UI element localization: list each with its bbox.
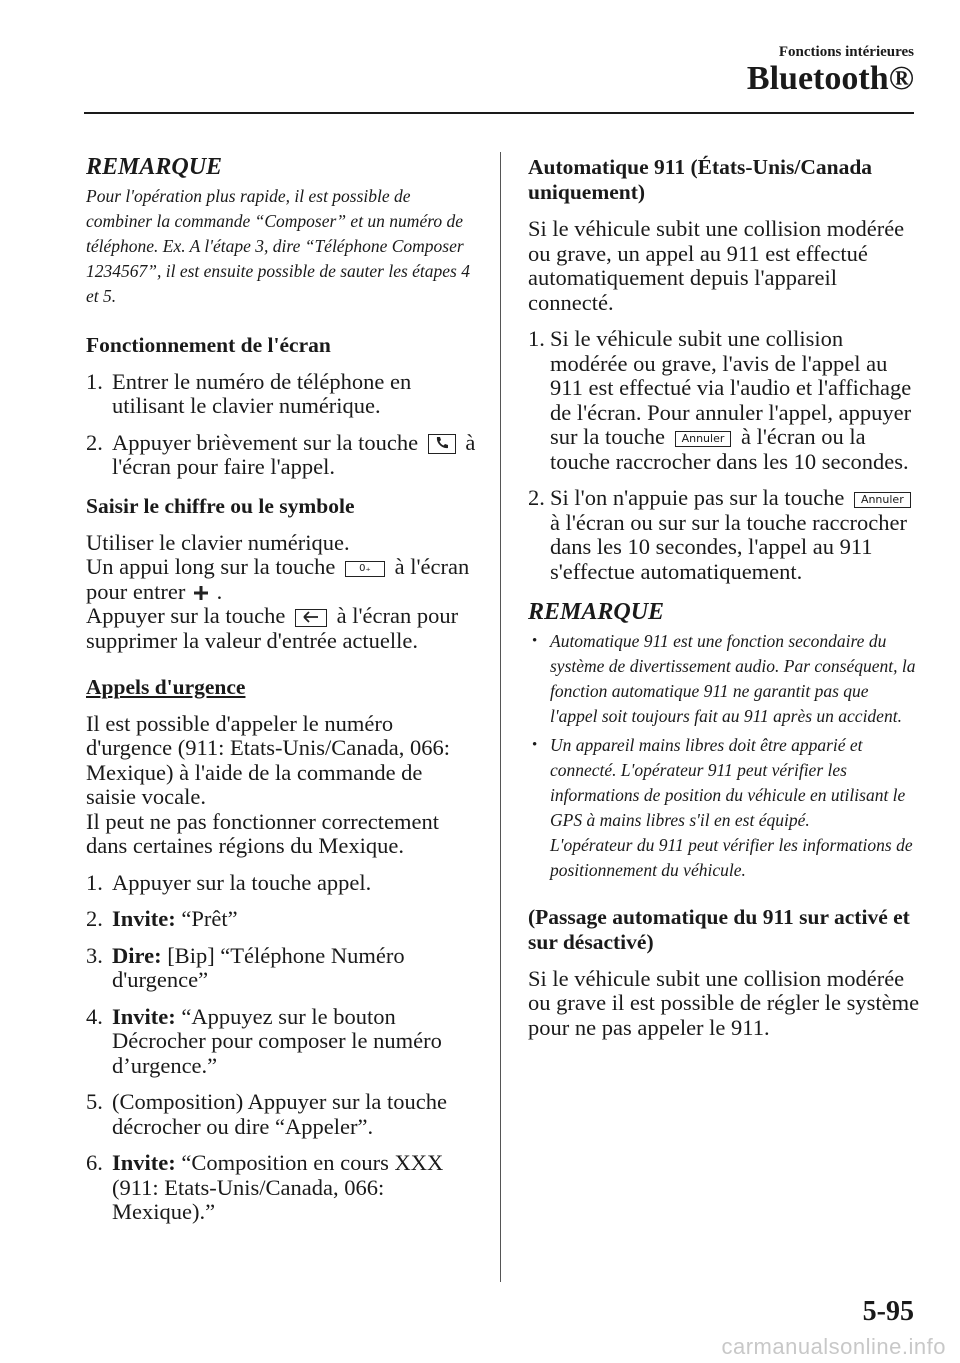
step-label: Dire:: [112, 942, 162, 968]
phone-icon: [434, 435, 450, 451]
section-heading-screen: Fonctionnement de l'écran: [86, 332, 331, 357]
list-item: [86, 1005, 478, 1079]
step-text: Si le véhicule subit une collision modérée ou grave, l'avis de l'appel au 911 est effectué via l'audio et l'affichage de l'écran. Pour annuler l'appel, appuyer sur la touche: [550, 326, 912, 449]
step-number: 5.: [86, 1089, 103, 1114]
cancel-key: Annuler: [854, 492, 911, 508]
list-item: [86, 944, 478, 993]
section-heading-auto911: Automatique 911 (États-Unis/Canada uniquement): [528, 155, 873, 204]
step-number: 4.: [86, 1003, 103, 1029]
bullet-text: Automatique 911 est une fonction secondaire du système de divertissement audio. Par conséquent, la fonction automatique 911 ne garantit pas que l'appel soit toujours fait au 911 après un accident.: [550, 630, 916, 726]
list-item: [86, 1090, 478, 1139]
text: Un appui long sur la touche: [86, 554, 336, 579]
emergency-paragraph-2: Il peut ne pas fonctionner correctement dans certaines régions du Mexique.: [86, 808, 439, 858]
bullet-extra-text: L'opérateur du 911 peut vérifier les informations de positionnement du véhicule.: [550, 834, 913, 880]
step-label: Invite:: [112, 1003, 176, 1029]
step-number: 2.: [86, 906, 103, 931]
bullet-icon: •: [532, 632, 538, 649]
column-divider: [500, 152, 501, 1282]
emergency-paragraph: Il est possible d'appeler le numéro d'urgence (911: Etats-Unis/Canada, 066: Mexique) à l'aide de la commande de saisie vocale.: [86, 710, 450, 809]
step-text: “Appuyez sur le bouton Décrocher pour composer le numéro d’urgence.”: [112, 1003, 442, 1078]
auto911-paragraph: Si le véhicule subit une collision modérée ou grave, un appel au 911 est effectué automatiquement depuis l'appareil connecté.: [528, 216, 905, 315]
enter-paragraph-2: [86, 555, 478, 604]
list-item: [528, 486, 920, 584]
pass-paragraph: Si le véhicule subit une collision modérée ou grave il est possible de régler le système pour ne pas appeler le 911.: [528, 965, 920, 1040]
list-item: [528, 327, 920, 474]
step-text: à l'écran ou la touche raccrocher dans les 10 secondes.: [550, 424, 909, 474]
list-item: [86, 871, 478, 896]
bullet-text: Un appareil mains libres doit être apparié et connecté. L'opérateur 911 peut vérifier les informations de position du véhicule en utilisant le GPS à mains libres s'il en est équipé.: [550, 734, 906, 830]
enter-paragraph-3: [86, 604, 478, 653]
backspace-icon: [300, 610, 322, 624]
backspace-key: [295, 609, 327, 627]
note-title: REMARQUE: [86, 154, 223, 180]
step-label: Invite:: [112, 906, 176, 931]
step-text: [Bip] “Téléphone Numéro d'urgence”: [112, 942, 405, 992]
step-text: “Prêt”: [181, 906, 238, 931]
note-body: Pour l'opération plus rapide, il est possible de combiner la commande “Composer” et un numéro de téléphone. Ex. A l'étape 3, dire “Téléphone Composer 1234567”, il est ensuite possible de sauter les étapes 4 et 5.: [86, 185, 470, 306]
list-item: [86, 907, 478, 932]
right-column: [528, 155, 920, 1052]
step-text: à l'écran ou sur sur la touche raccrocher dans les 10 secondes, l'appel au 911 s'effectue automatiquement.: [550, 509, 907, 584]
step-number: 2.: [528, 485, 545, 510]
enter-paragraph-1: Utiliser le clavier numérique.: [86, 529, 350, 555]
section-heading-emergency: Appels d'urgence: [86, 675, 246, 699]
text: à l'écran pour entrer: [86, 554, 470, 604]
list-item: [528, 733, 920, 883]
plus-icon: [193, 585, 209, 601]
call-key: [428, 434, 456, 454]
page-number: 5-95: [862, 1296, 914, 1327]
note-title: REMARQUE: [528, 599, 665, 625]
text: .: [216, 578, 223, 604]
text: à l'écran pour supprimer la valeur d'entrée actuelle.: [86, 603, 459, 653]
step-text: Appuyer brièvement sur la touche: [112, 429, 419, 455]
step-number: 6.: [86, 1150, 103, 1175]
step-label: Invite:: [112, 1150, 176, 1175]
list-item: [528, 629, 920, 729]
step-text: à l'écran pour faire l'appel.: [112, 429, 476, 479]
step-text: (Composition) Appuyer sur la touche décrocher ou dire “Appeler”.: [112, 1089, 447, 1139]
list-item: [86, 1151, 478, 1225]
step-number: 3.: [86, 942, 103, 968]
step-number: 1.: [528, 326, 545, 351]
step-number: 2.: [86, 429, 103, 455]
step-number: 1.: [86, 368, 103, 394]
bullet-icon: •: [532, 736, 538, 753]
watermark-url: carmanualsonline.info: [721, 1334, 946, 1359]
list-item: [86, 431, 478, 480]
header-divider: [84, 112, 914, 114]
step-number: 1.: [86, 869, 103, 895]
step-text: Si l'on n'appuie pas sur la touche: [550, 485, 845, 510]
section-label: Fonctions intérieures: [778, 44, 914, 60]
left-column: [86, 155, 478, 1237]
section-heading-pass: (Passage automatique du 911 sur activé et sur désactivé): [528, 904, 910, 954]
step-text: Entrer le numéro de téléphone en utilisant le clavier numérique.: [112, 368, 412, 418]
step-text: “Composition en cours XXX (911: Etats-Unis/Canada, 066: Mexique).”: [112, 1150, 444, 1224]
step-text: Appuyer sur la touche appel.: [112, 869, 372, 895]
note-body: [528, 629, 920, 883]
list-item: [86, 370, 478, 419]
text: Appuyer sur la touche: [86, 603, 286, 628]
cancel-key: Annuler: [675, 431, 732, 447]
section-heading-enter: Saisir le chiffre ou le symbole: [86, 493, 355, 518]
zero-key: 0₊: [345, 561, 385, 577]
page-title: Bluetooth®: [746, 60, 914, 97]
